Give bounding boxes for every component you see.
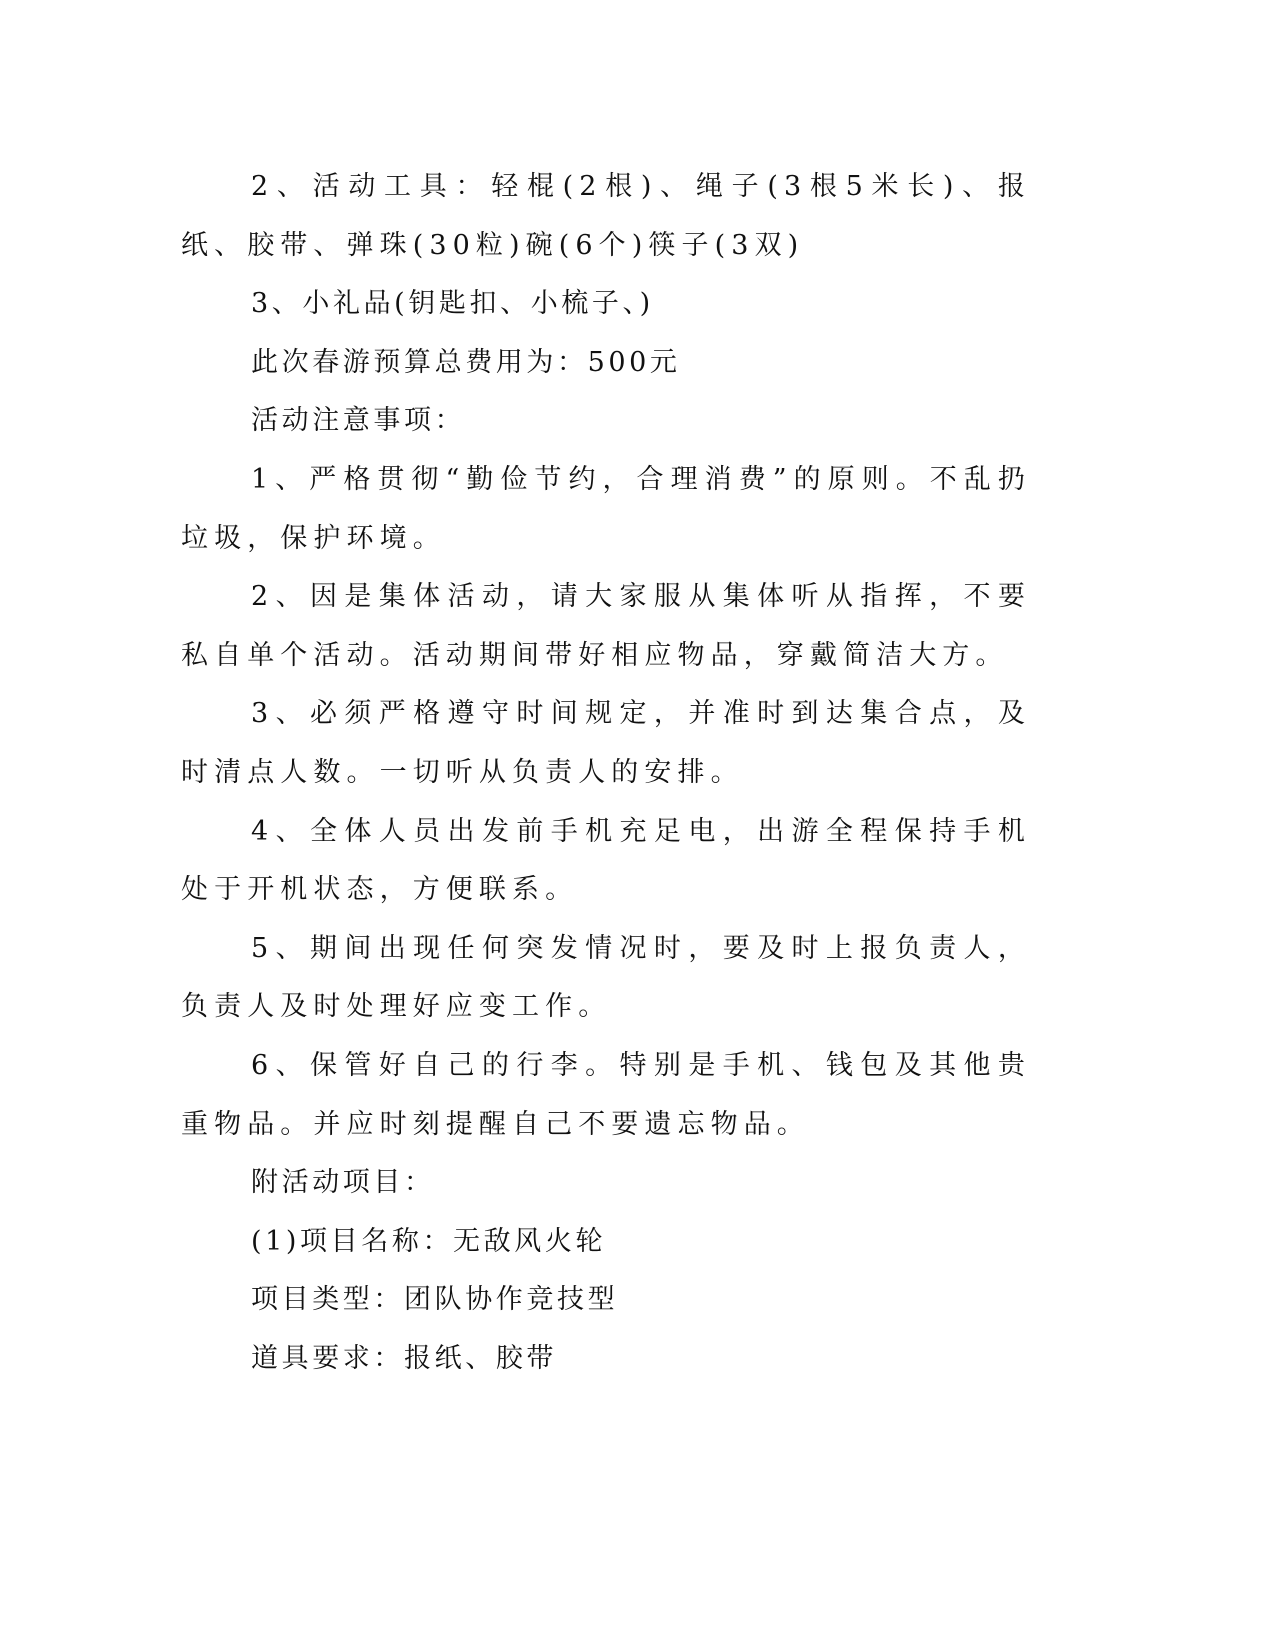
paragraph-budget: 此次春游预算总费用为：500元 bbox=[251, 346, 681, 378]
paragraph-note-5: 5、期间出现任何突发情况时，要及时上报负责人，负责人及时处理好应变工作。 bbox=[181, 932, 1031, 1023]
paragraph-note-6: 6、保管好自己的行李。特别是手机、钱包及其他贵重物品。并应时刻提醒自己不要遗忘物品。 bbox=[181, 1049, 1031, 1140]
paragraph-small-gifts: 3、小礼品(钥匙扣、小梳子、) bbox=[251, 288, 654, 320]
paragraph-project-type: 项目类型：团队协作竞技型 bbox=[251, 1284, 619, 1316]
paragraph-activity-tools: 2、活动工具：轻棍(2根)、绳子(3根5米长)、报纸、胶带、弹珠(30粒)碗(6个)筷子(3双) bbox=[181, 171, 1031, 261]
paragraph-note-3: 3、必须严格遵守时间规定，并准时到达集合点，及时清点人数。一切听从负责人的安排。 bbox=[181, 698, 1031, 788]
document-body bbox=[181, 158, 1031, 1388]
paragraph-project-name: (1)项目名称：无敌风火轮 bbox=[251, 1225, 607, 1257]
paragraph-project-props: 道具要求：报纸、胶带 bbox=[251, 1342, 557, 1374]
paragraph-note-2: 2、因是集体活动，请大家服从集体听从指挥，不要私自单个活动。活动期间带好相应物品，穿戴简洁大方。 bbox=[181, 581, 1031, 671]
paragraph-note-4: 4、全体人员出发前手机充足电，出游全程保持手机处于开机状态，方便联系。 bbox=[181, 815, 1031, 906]
heading-attached-projects: 附活动项目： bbox=[251, 1167, 435, 1199]
paragraph-note-1: 1、严格贯彻“勤俭节约，合理消费”的原则。不乱扔垃圾，保护环境。 bbox=[181, 463, 1031, 554]
heading-activity-notes: 活动注意事项： bbox=[251, 405, 466, 437]
